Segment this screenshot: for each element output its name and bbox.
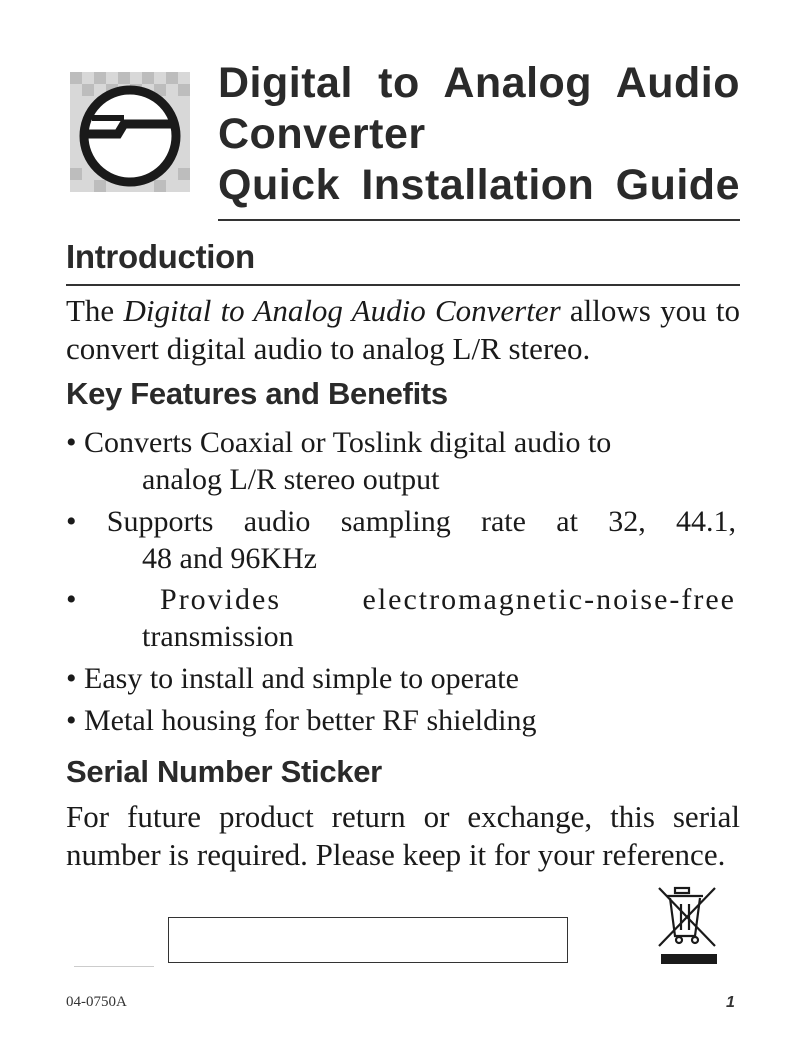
title-line-2: Converter — [218, 110, 426, 158]
feature-item-4-line1: • Easy to install and simple to operate — [66, 662, 519, 695]
feature-item-5 — [66, 702, 736, 739]
features-heading: Key Features and Benefits — [66, 376, 448, 411]
feature-item-3-line2: transmission — [142, 620, 294, 653]
introduction-heading: Introduction — [66, 238, 255, 275]
feature-item-2-line2: 48 and 96KHz — [142, 542, 317, 575]
title-line-3: Quick Installation Guide — [218, 161, 740, 209]
product-name: Digital to Analog Audio Converter — [123, 293, 561, 328]
introduction-divider — [66, 284, 740, 286]
feature-item-1-line1: • Converts Coaxial or Toslink digital audio to — [66, 426, 612, 459]
intro-prefix: The — [66, 293, 124, 328]
feature-item-1-line2: analog L/R stereo output — [142, 463, 440, 496]
siig-logo — [66, 68, 194, 196]
document-title — [218, 58, 740, 211]
feature-item-4 — [66, 660, 736, 697]
page-number: 1 — [726, 994, 735, 1011]
serial-number-box — [168, 917, 568, 963]
title-line-1: Digital to Analog Audio — [218, 59, 740, 107]
serial-heading: Serial Number Sticker — [66, 754, 382, 789]
feature-item-1 — [66, 424, 736, 498]
serial-text: For future product return or exchange, this serial number is required. Please keep it for your reference. — [66, 799, 740, 872]
feature-item-3 — [66, 581, 736, 655]
title-divider — [218, 219, 740, 221]
feature-item-5-line1: • Metal housing for better RF shielding — [66, 704, 537, 737]
introduction-text — [66, 292, 740, 368]
intro-suffix: allows you to convert digital audio to analog L/R stereo. — [66, 293, 740, 366]
feature-item-2-line1: • Supports audio sampling rate at 32, 44.1, — [66, 505, 736, 538]
feature-item-3-line1: • Provides electromagnetic-noise-free — [66, 583, 736, 616]
divider-line — [74, 966, 154, 967]
crossed-out-wheelie-bin-icon — [655, 882, 721, 968]
feature-item-2 — [66, 503, 736, 577]
document-code: 04-0750A — [66, 994, 127, 1010]
